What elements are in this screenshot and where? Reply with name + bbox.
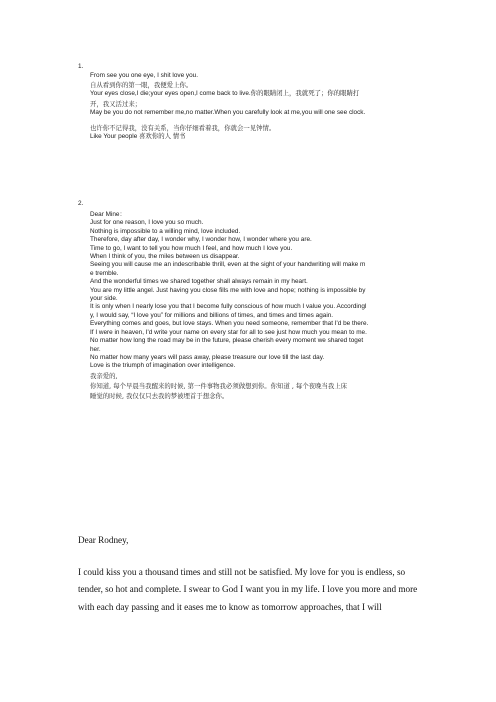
text-line: You are my little angel. Just having you close fills me with love and hope; nothing is impossible by <box>90 286 366 294</box>
section-2 <box>78 211 418 401</box>
text-line: When I think of you, the miles between us disappear. <box>90 253 240 261</box>
text-line: May be you do not remember me,no matter.When you carefully look at me,you will one see clock. <box>90 108 366 116</box>
text-line: e tremble. <box>90 269 119 277</box>
letter-greeting: Dear Rodney, <box>78 535 129 545</box>
text-line: And the wonderful times we shared together shall always remain in my heart. <box>90 278 308 286</box>
text-line: From see you one eye, I shit love you. <box>90 72 198 79</box>
text-line: your side. <box>90 295 118 303</box>
text-line: It is only when I nearly lose you that I become fully conscious of how much I value you. Accordingl <box>90 303 367 311</box>
section-1-number: 1. <box>78 63 84 70</box>
text-line: 睡觉的时候, 我仅仅只去我的梦被埋首于想念你。 <box>90 391 229 400</box>
text-line: 也许你不记得我，没有关系，当你仔细看着我，你就会一见钟情。 <box>90 124 276 133</box>
text-line: Your eyes close,I die;your eyes open,I come back to live.你的眼睛闭上，我就死了；你的眼睛打 <box>90 90 360 98</box>
text-line: y, I would say, “I love you” for millions and billions of times, and times and times again. <box>90 311 334 319</box>
text-line: 自从看到你的第一眼，我便爱上你。 <box>90 81 193 90</box>
text-line: 开，我又活过来； <box>90 99 142 108</box>
text-line: No matter how long the road may be in the future, please cherish every moment we shared toget <box>90 337 364 345</box>
text-line: 我亲爱的, <box>90 371 118 380</box>
letter-paragraph: I could kiss you a thousand times and still not be satisfied. My love for you is endless, so tender, so hot and complete. I swear to God I want you in my life. I love you more and more with each day passing and it eases me to know as tomorrow approaches, that I will <box>78 566 418 612</box>
section-2-number: 2. <box>78 200 84 207</box>
text-line: If I were in heaven, I'd write your name on every star for all to see just how much you mean to me. <box>90 328 367 336</box>
text-line: Just for one reason, I love you so much. <box>90 219 204 227</box>
text-line: Nothing is impossible to a willing mind, love included. <box>90 227 241 235</box>
text-line: Time to go, I want to tell you how much I feel, and how much I love you. <box>90 244 293 252</box>
text-line: Therefore, day after day, I wonder why, I wonder how, I wonder where you are. <box>90 236 312 244</box>
text-line: Seeing you will cause me an indescribable thrill, even at the sight of your handwriting will make m <box>90 261 366 269</box>
text-line: Love is the triumph of imagination over intelligence. <box>90 362 236 370</box>
text-line: Like Your people 喜欢你的人 情书 <box>90 133 186 141</box>
section-1 <box>78 72 418 142</box>
letter <box>78 532 423 616</box>
text-line: Everything comes and goes, but love stays. When you need someone, remember that I'd be there. <box>90 320 369 328</box>
text-line: 你知道, 每个早晨当我醒来的时候, 第一件事物我必须做想到你。你知道 , 每个夜晚当我上床 <box>90 381 348 390</box>
text-line: her. <box>90 345 101 353</box>
text-line: Dear Mine： <box>90 211 126 218</box>
text-line: No matter how many years will pass away, please treasure our love till the last day. <box>90 353 325 361</box>
